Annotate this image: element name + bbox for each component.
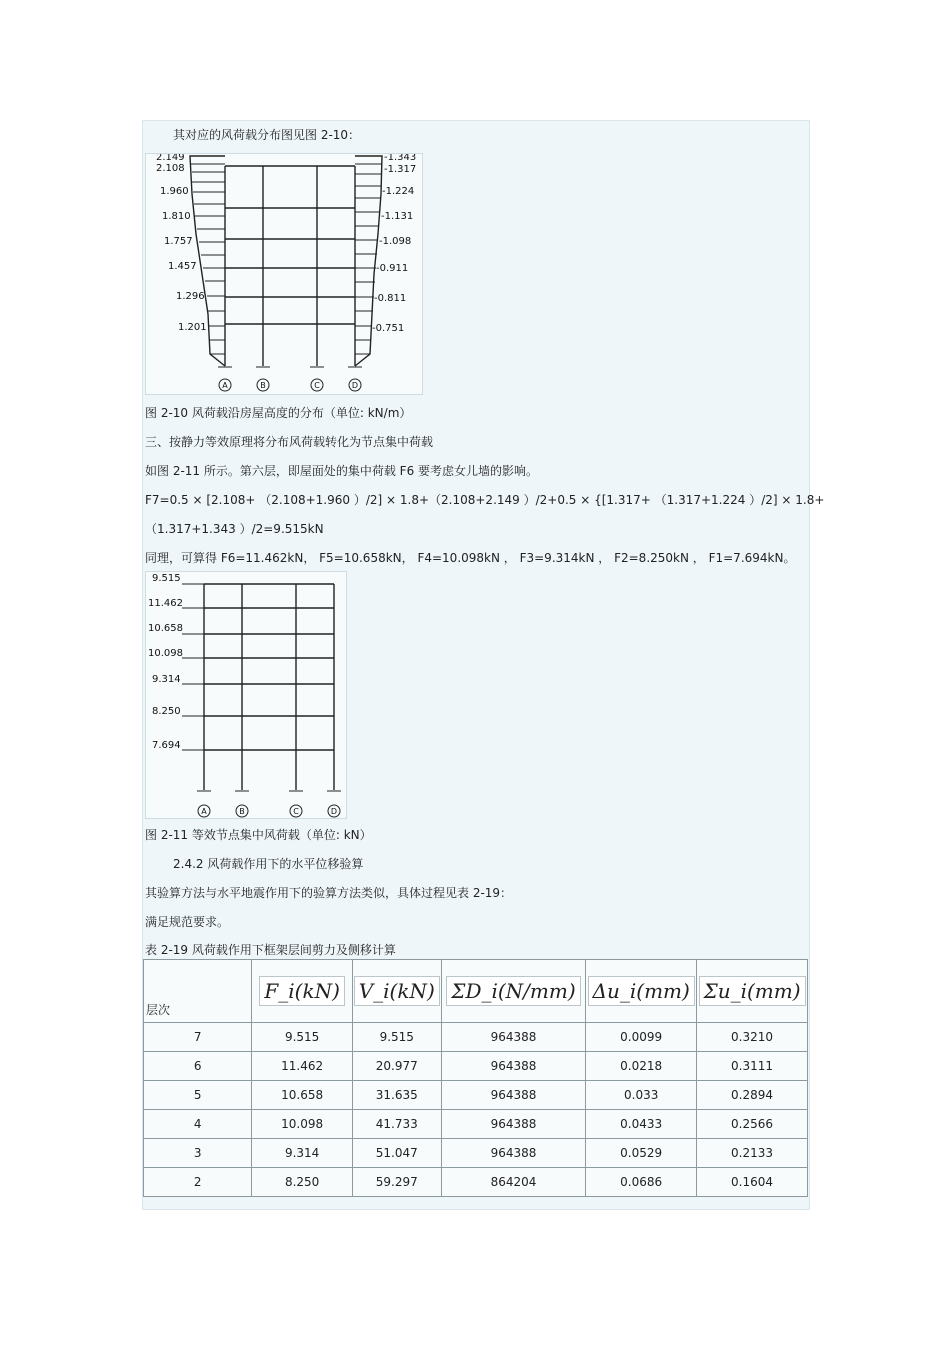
table-cell: 11.462 [252,1052,352,1081]
table-cell: 964388 [441,1023,586,1052]
table-cell: 864204 [441,1168,586,1197]
subsection-title: 2.4.2 风荷载作用下的水平位移验算 [173,857,364,871]
table-row [144,1110,808,1139]
figure-2-10 [145,153,423,395]
table-cell: 0.3111 [697,1052,808,1081]
table-cell: 964388 [441,1139,586,1168]
table-cell: 59.297 [352,1168,441,1197]
table-cell: 0.2133 [697,1139,808,1168]
table-cell: 8.250 [252,1168,352,1197]
left-load-label: 1.757 [164,236,193,247]
formula-line: F7=0.5 × [2.108+ （2.108+1.960 ）/2] × 1.8+（2.108+2.149 ）/2+0.5 × {[1.317+ （1.317+1.224 ）/2] × 1.8+ [145,493,825,507]
figure-2-11 [145,571,347,819]
right-load-label: -1.131 [381,211,414,222]
left-load-label: 1.810 [162,211,191,222]
paragraph: 其验算方法与水平地震作用下的验算方法类似，具体过程见表 2-19： [145,886,513,900]
header-cell [352,960,441,1023]
right-load-label: -0.911 [376,263,409,274]
table-cell: 2 [144,1168,252,1197]
table-cell: 964388 [441,1052,586,1081]
table-cell: 0.1604 [697,1168,808,1197]
displacement-table [143,959,808,1197]
table-cell: 20.977 [352,1052,441,1081]
table-cell: 0.3210 [697,1023,808,1052]
right-load-label: -1.224 [382,186,415,197]
right-load-label: -1.317 [384,164,417,175]
paragraph: 同理，可算得 F6=11.462kN， F5=10.658kN， F4=10.098kN ， F3=9.314kN ， F2=8.250kN ， F1=7.694kN。 [145,551,796,565]
table-cell: 0.0433 [586,1110,697,1139]
formula-line: （1.317+1.343 ）/2=9.515kN [145,522,324,536]
axis-label: D [330,807,338,816]
table-cell: 0.033 [586,1081,697,1110]
intro-text: 其对应的风荷载分布图见图 2-10： [173,128,361,142]
right-load-label: -0.751 [372,323,405,334]
right-load-label: -1.098 [379,236,412,247]
table-cell: 41.733 [352,1110,441,1139]
table-row [144,1168,808,1197]
left-load-label: 2.149 [156,154,185,163]
table-row [144,1139,808,1168]
axis-label: C [293,807,299,816]
left-load-label: 1.201 [178,322,207,333]
nodal-load-label: 7.694 [152,740,181,751]
table-cell: 9.314 [252,1139,352,1168]
left-load-label: 1.457 [168,261,197,272]
left-load-label: 1.960 [160,186,189,197]
nodal-load-label: 8.250 [152,706,181,717]
header-formula: F_i(kN) [259,976,345,1006]
table-cell: 0.0218 [586,1052,697,1081]
nodal-load-diagram [146,572,346,818]
table-cell: 51.047 [352,1139,441,1168]
table-caption: 表 2-19 风荷载作用下框架层间剪力及侧移计算 [145,943,396,957]
table-cell: 0.0686 [586,1168,697,1197]
figure-2-10-caption: 图 2-10 风荷载沿房屋高度的分布（单位: kN/m） [145,406,412,420]
header-cell [697,960,808,1023]
header-formula: V_i(kN) [354,976,440,1006]
axis-label: C [314,381,320,390]
table-cell: 10.098 [252,1110,352,1139]
figure-2-11-caption: 图 2-11 等效节点集中风荷载（单位: kN） [145,828,372,842]
paragraph: 满足规范要求。 [145,915,230,929]
table-cell: 0.0099 [586,1023,697,1052]
table-cell: 4 [144,1110,252,1139]
header-cell [441,960,586,1023]
table-cell: 9.515 [252,1023,352,1052]
table-row [144,1052,808,1081]
header-formula: ΣD_i(N/mm) [446,976,580,1006]
table-cell: 0.2894 [697,1081,808,1110]
header-formula: Δu_i(mm) [588,976,695,1006]
table-cell: 31.635 [352,1081,441,1110]
left-load-label: 2.108 [156,163,185,174]
nodal-load-label: 9.515 [152,573,181,584]
table-cell: 7 [144,1023,252,1052]
table-cell: 0.2566 [697,1110,808,1139]
axis-label: D [351,381,359,390]
nodal-load-label: 11.462 [148,598,183,609]
table-cell: 964388 [441,1110,586,1139]
table-row [144,1081,808,1110]
table-cell: 9.515 [352,1023,441,1052]
axis-label: B [239,807,245,816]
axis-label: A [222,381,228,390]
table-cell: 10.658 [252,1081,352,1110]
nodal-load-label: 9.314 [152,674,181,685]
axis-label: B [260,381,266,390]
header-cell: 层次 [144,960,252,1023]
table-cell: 964388 [441,1081,586,1110]
wind-distribution-diagram [146,154,422,394]
table-header-row [144,960,808,1023]
table-row [144,1023,808,1052]
header-cell [252,960,352,1023]
header-cell [586,960,697,1023]
table-cell: 0.0529 [586,1139,697,1168]
right-load-label: -1.343 [384,154,417,163]
header-formula: Σu_i(mm) [699,976,806,1006]
table-cell: 6 [144,1052,252,1081]
nodal-load-label: 10.658 [148,623,183,634]
document-page [142,120,825,1210]
left-load-label: 1.296 [176,291,205,302]
right-load-label: -0.811 [374,293,407,304]
nodal-load-label: 10.098 [148,648,183,659]
paragraph: 如图 2-11 所示。第六层，即屋面处的集中荷载 F6 要考虑女儿墙的影响。 [145,464,539,478]
table-cell: 3 [144,1139,252,1168]
axis-label: A [201,807,207,816]
section-title: 三、按静力等效原理将分布风荷载转化为节点集中荷载 [145,435,434,449]
table-cell: 5 [144,1081,252,1110]
